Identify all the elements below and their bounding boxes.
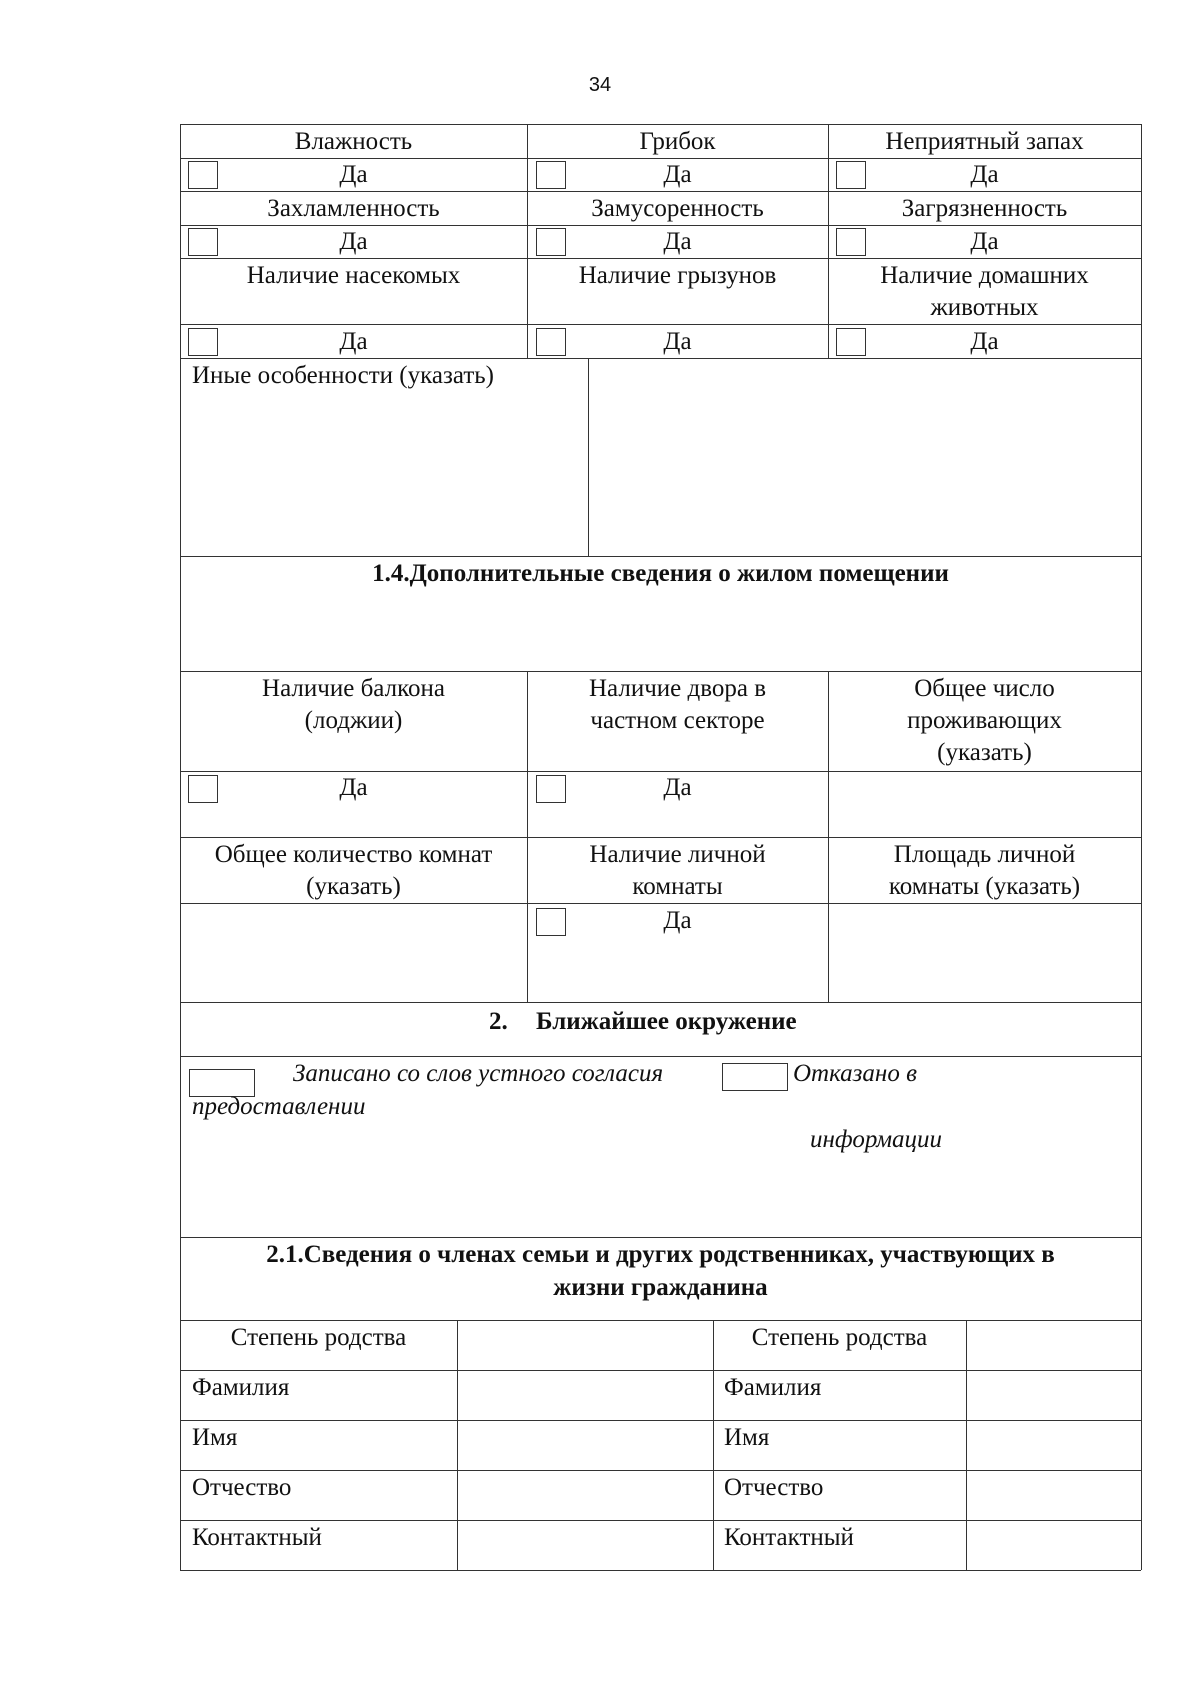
cell-rodents: Наличие грызунов: [578, 262, 777, 289]
cell-bad-smell: Неприятный запах: [885, 128, 1084, 155]
other-features-field[interactable]: [592, 362, 1138, 552]
residents-label-line3: (указать): [937, 739, 1032, 766]
surname-label-right: Фамилия: [724, 1374, 822, 1401]
contact-field-right[interactable]: [970, 1524, 1138, 1567]
cell-humidity: Влажность: [294, 128, 413, 155]
name-label-right: Имя: [724, 1424, 770, 1451]
room-area-field[interactable]: [832, 907, 1138, 999]
rodents-yes-label: Да: [663, 328, 692, 355]
surname-field-right[interactable]: [970, 1374, 1138, 1417]
balcony-yes-label: Да: [339, 774, 368, 801]
cell-pets-line1: Наличие домашних: [880, 262, 1089, 289]
yard-label-line2: частном секторе: [590, 707, 765, 734]
residents-label-line1: Общее число: [914, 675, 1055, 702]
room-area-label-line2: комнаты (указать): [888, 873, 1081, 900]
section-2-1-title-line2: жизни гражданина: [553, 1274, 768, 1301]
yard-label-line1: Наличие двора в: [588, 675, 767, 702]
patronymic-field-left[interactable]: [461, 1474, 710, 1517]
personal-room-yes-label: Да: [663, 907, 692, 934]
cell-litter: Замусоренность: [591, 195, 764, 222]
patronymic-field-right[interactable]: [970, 1474, 1138, 1517]
relation-label-right: Степень родства: [751, 1324, 928, 1351]
refused-text-line2: предоставлении: [192, 1093, 366, 1120]
section-2-1-title-line1: 2.1.Сведения о членах семьи и других родственниках, участвующих в: [266, 1241, 1055, 1268]
surname-field-left[interactable]: [461, 1374, 710, 1417]
personal-room-label-line2: комнаты: [632, 873, 723, 900]
balcony-label-line1: Наличие балкона: [262, 675, 445, 702]
litter-yes-label: Да: [663, 228, 692, 255]
dirt-yes-label: Да: [970, 228, 999, 255]
clutter-yes-label: Да: [339, 228, 368, 255]
insects-yes-label: Да: [339, 328, 368, 355]
name-field-left[interactable]: [461, 1424, 710, 1467]
rooms-label-line1: Общее количество комнат: [214, 841, 493, 868]
cell-dirt: Загрязненность: [901, 195, 1068, 222]
residents-count-field[interactable]: [832, 775, 1138, 833]
room-area-label-line1: Площадь личной: [893, 841, 1076, 868]
cell-clutter: Захламленность: [267, 195, 440, 222]
refused-checkbox[interactable]: [722, 1063, 788, 1091]
fungus-yes-label: Да: [663, 161, 692, 188]
name-label-left: Имя: [192, 1424, 238, 1451]
relation-field-left[interactable]: [461, 1324, 710, 1367]
relation-field-right[interactable]: [970, 1324, 1138, 1367]
section-2-title: Ближайшее окружение: [536, 1008, 797, 1035]
patronymic-label-left: Отчество: [192, 1474, 292, 1501]
name-field-right[interactable]: [970, 1424, 1138, 1467]
cell-pets-line2: животных: [930, 294, 1039, 321]
rooms-label-line2: (указать): [306, 873, 401, 900]
other-features-label: Иные особенности (указать): [192, 362, 494, 389]
pets-yes-label: Да: [970, 328, 999, 355]
residents-label-line2: проживающих: [907, 707, 1062, 734]
humidity-yes-label: Да: [339, 161, 368, 188]
contact-label-left: Контактный: [192, 1524, 322, 1551]
refused-text-line3: информации: [810, 1126, 943, 1153]
balcony-label-line2: (лоджии): [304, 707, 403, 734]
cell-insects: Наличие насекомых: [246, 262, 461, 289]
relation-label-left: Степень родства: [230, 1324, 407, 1351]
page-number: 34: [588, 74, 612, 96]
contact-field-left[interactable]: [461, 1524, 710, 1567]
yard-yes-label: Да: [663, 774, 692, 801]
contact-label-right: Контактный: [724, 1524, 854, 1551]
rooms-count-field[interactable]: [184, 907, 524, 999]
surname-label-left: Фамилия: [192, 1374, 290, 1401]
cell-fungus: Грибок: [639, 128, 716, 155]
patronymic-label-right: Отчество: [724, 1474, 824, 1501]
consent-text: Записано со слов устного согласия: [293, 1060, 664, 1087]
bad-smell-yes-label: Да: [970, 161, 999, 188]
refused-text: Отказано в: [793, 1060, 917, 1087]
section-1-4-title: 1.4.Дополнительные сведения о жилом помещении: [372, 560, 949, 587]
personal-room-label-line1: Наличие личной: [589, 841, 766, 868]
section-2-number: 2.: [489, 1008, 508, 1035]
